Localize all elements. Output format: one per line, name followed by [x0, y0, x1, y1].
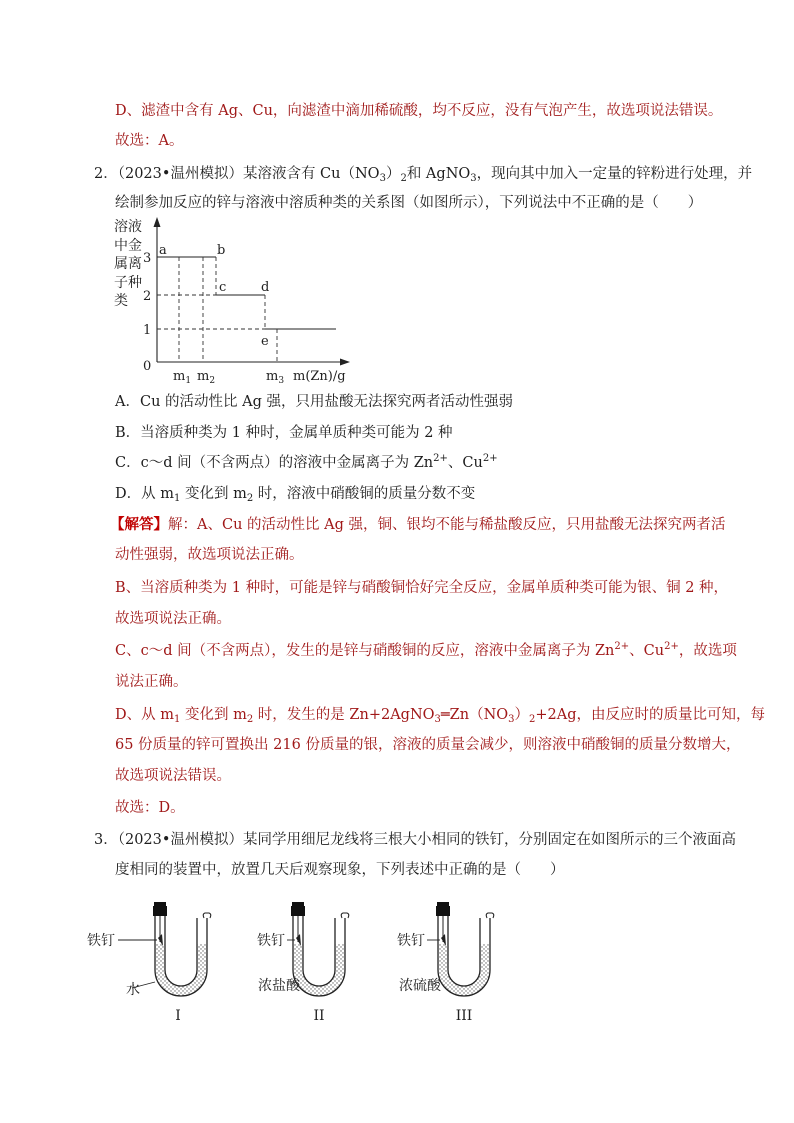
chart-xtick-sub: 1: [185, 376, 192, 386]
solution-sup: 2+: [664, 641, 679, 652]
q2-option-a: A．Cu 的活动性比 Ag 强，只用盐酸无法探究两者活动性强弱: [115, 394, 513, 410]
stopper-top: [437, 902, 449, 907]
u-tube-2: [257, 902, 349, 1024]
solution-text: +2Ag，由反应时的质量比可知，每: [535, 707, 766, 723]
q2-number: 2．: [94, 166, 118, 182]
chart-ylabel-line: 溶液: [114, 219, 142, 235]
chart-xtick-letter: m: [266, 369, 279, 384]
chart-xtick-m1: [173, 369, 191, 386]
q2-option-c-text: C．c～d 间（不含两点）的溶液中金属离子为 Zn: [115, 455, 434, 471]
solution-text: 解：A、Cu 的活动性比 Ag 强，铜、银均不能与稀盐酸反应，只用盐酸无法探究两者活: [168, 517, 726, 533]
q2-sub: 2: [400, 173, 407, 184]
chart-point-b: b: [217, 243, 226, 258]
solution-sub: 2: [529, 714, 536, 725]
solution-sub: 3: [434, 714, 441, 725]
q2-solution-line8: 65 份质量的锌可置换出 216 份质量的银，溶液的质量会减少，则溶液中硝酸铜的质量分数增大，: [115, 737, 741, 753]
solution-text: C、c～d 间（不含两点），发生的是锌与硝酸铜的反应，溶液中金属离子为 Zn: [115, 643, 615, 659]
chart-ylabel-line: 类: [114, 293, 128, 309]
q2-chart: [0, 0, 794, 400]
q2-solution-line7: [115, 705, 765, 725]
q2-stem-text: ）: [385, 166, 401, 182]
tube-inner-wall: [303, 908, 335, 986]
stopper-top: [154, 902, 166, 907]
q2-answer: 故选：D。: [115, 800, 185, 816]
solution-sup: 2+: [614, 641, 630, 652]
solution-text: 变化到 m: [180, 707, 247, 723]
u-tube-1: [87, 902, 211, 1024]
rubber-stopper: [436, 906, 450, 916]
q2-sub: 2: [246, 493, 254, 504]
q3-stem-line1: [94, 830, 736, 850]
q2-source: （2023•温州模拟）: [117, 166, 243, 182]
tube-inner-wall: [448, 908, 480, 986]
rubber-stopper: [153, 906, 167, 916]
chart-point-c: c: [219, 280, 227, 295]
q2-solution-line4: 故选项说法正确。: [115, 611, 231, 627]
tube-open-lip: [341, 913, 349, 918]
solution-sub: 3: [508, 714, 515, 725]
q2-stem-line2: 绘制参加反应的锌与溶液中溶质种类的关系图（如图所示），下列说法中不正确的是（ ）: [115, 195, 703, 211]
q2-sup: 2+: [433, 453, 448, 464]
chart-y-arrow: [154, 217, 161, 227]
solution-tag: 【解答】: [110, 516, 168, 533]
q2-option-d-text: 变化到 m: [180, 486, 247, 502]
chart-ylabel-line: 子种: [114, 274, 142, 291]
nail-label: 铁钉: [87, 933, 115, 949]
chart-xtick-m2: [197, 369, 215, 386]
q2-solution-line5: [115, 641, 737, 661]
chart-xtick-letter: m: [197, 369, 210, 384]
q2-option-d-text: 时，溶液中硝酸铜的质量分数不变: [253, 486, 476, 502]
chart-xtick-sub: 3: [278, 376, 285, 386]
stopper-top: [292, 902, 304, 907]
q2-stem-text: ，现向其中加入一定量的锌粉进行处理，并: [476, 166, 753, 182]
q2-option-d: [115, 484, 475, 504]
device-numeral: I: [175, 1008, 181, 1024]
q2-option-c-text: 、Cu: [447, 455, 483, 471]
q2-solution-line2: 动性强弱，故选项说法正确。: [115, 547, 304, 563]
q2-sup: 2+: [482, 453, 498, 464]
chart-point-e: e: [261, 334, 269, 349]
q3-apparatus-figure: [0, 880, 794, 1040]
q2-solution-line9: 故选项说法错误。: [115, 768, 231, 784]
q2-solution-line1: [110, 515, 725, 535]
solution-text: 时，发生的是 Zn+2AgNO: [253, 707, 435, 723]
q3-number: 3．: [94, 832, 118, 848]
q2-stem-text: 某溶液含有 Cu（NO: [242, 166, 380, 182]
q2-solution-line3: B、当溶质种类为 1 种时，可能是锌与硝酸铜恰好完全反应，金属单质种类可能为银、铜 2 种，: [115, 580, 729, 596]
chart-xlabel: m(Zn)/g: [293, 369, 346, 384]
chart-xtick-letter: m: [173, 369, 186, 384]
device-numeral: III: [455, 1008, 473, 1024]
u-tube-3: [397, 902, 494, 1024]
chart-x-arrow: [340, 359, 350, 366]
rubber-stopper: [291, 906, 305, 916]
q2-option-b: B．当溶质种类为 1 种时，金属单质种类可能为 2 种: [115, 425, 453, 441]
q3-stem-line2: 度相同的装置中，放置几天后观察现象，下列表述中正确的是（ ）: [115, 862, 565, 878]
chart-ytick-3: 3: [143, 251, 152, 266]
chart-ylabel-line: 中金: [114, 237, 142, 254]
solution-sub: 2: [246, 714, 254, 725]
solution-text: ═Zn（NO: [440, 707, 509, 723]
liquid-label: 浓硫酸: [399, 978, 441, 994]
chart-xtick-m3: [266, 369, 284, 386]
q2-sub: 3: [379, 173, 386, 184]
device-numeral: II: [313, 1008, 325, 1024]
solution-text: ，故选项: [678, 643, 737, 659]
prev-answer: 故选：A。: [115, 133, 184, 149]
chart-point-d: d: [261, 280, 270, 295]
q2-option-d-text: D．从 m: [115, 486, 174, 502]
chart-ytick-2: 2: [143, 289, 152, 304]
chart-ytick-1: 1: [143, 323, 152, 338]
q2-solution-line6: 说法正确。: [115, 674, 188, 690]
nail-label: 铁钉: [257, 933, 285, 949]
prev-option-d-analysis: D、滤渣中含有 Ag、Cu，向滤渣中滴加稀硫酸，均不反应，没有气泡产生，故选项说法错误。: [115, 103, 723, 119]
liquid-label: 水: [126, 982, 140, 998]
q3-source: （2023•温州模拟）: [117, 832, 243, 848]
q2-stem-text: 和 AgNO: [406, 166, 471, 182]
q3-stem-text: 某同学用细尼龙线将三根大小相同的铁钉，分别固定在如图所示的三个液面高: [242, 832, 736, 848]
solution-sub: 1: [173, 714, 181, 725]
tube-open-lip: [203, 913, 211, 918]
solution-text: D、从 m: [115, 707, 174, 723]
chart-origin: 0: [143, 359, 152, 374]
nail-label: 铁钉: [397, 933, 425, 949]
q2-sub: 3: [470, 173, 477, 184]
solution-text: ）: [514, 707, 530, 723]
chart-xtick-sub: 2: [209, 376, 216, 386]
q2-sub: 1: [173, 493, 181, 504]
tube-inner-wall: [165, 908, 197, 986]
chart-ylabel-line: 属离: [114, 256, 142, 272]
chart-point-a: a: [159, 243, 167, 258]
liquid-label: 浓盐酸: [258, 978, 300, 994]
q2-option-c: [115, 453, 498, 473]
tube-open-lip: [486, 913, 494, 918]
solution-text: 、Cu: [629, 643, 665, 659]
